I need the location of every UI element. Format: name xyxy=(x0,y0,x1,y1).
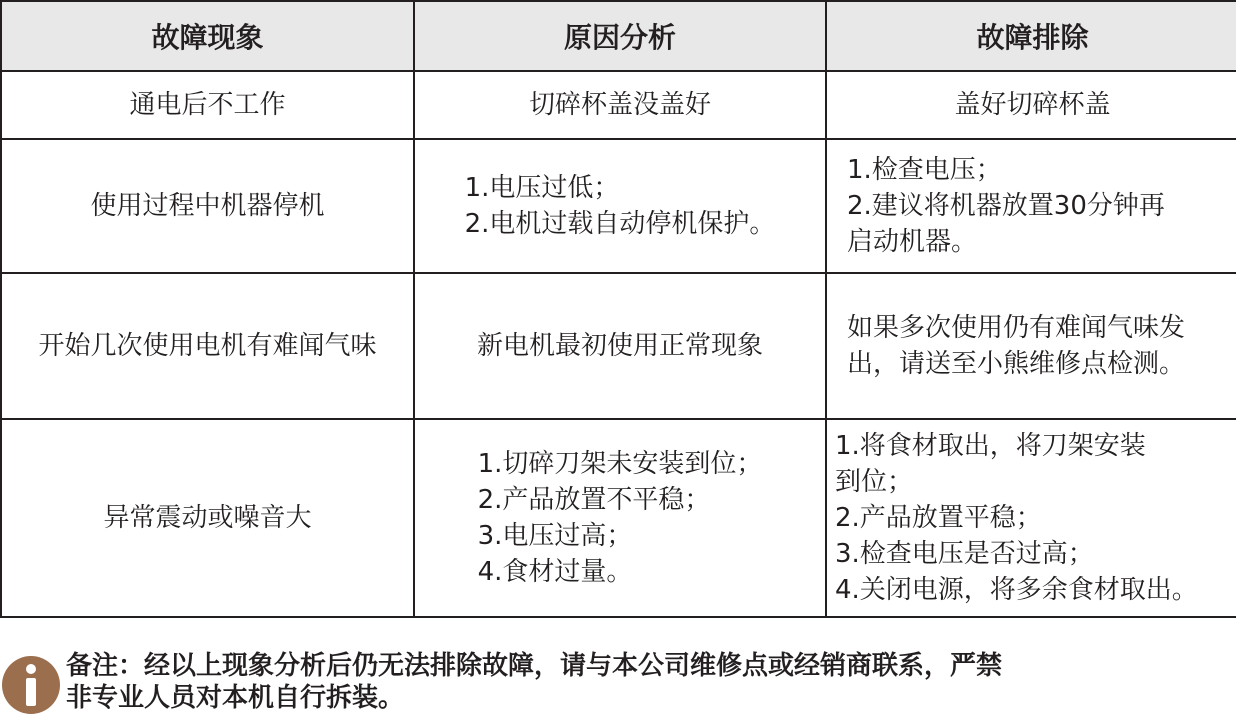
fix-line: 盖好切碎杯盖 xyxy=(954,90,1111,120)
table-header-row xyxy=(1,1,1236,71)
header-cause: 原因分析 xyxy=(414,1,826,71)
symptom-cell: 开始几次使用电机有难闻气味 xyxy=(1,273,414,419)
fix-line: 2.产品放置平稳； xyxy=(835,503,1042,533)
fix-cell xyxy=(826,139,1236,273)
note-section xyxy=(0,648,1236,717)
cause-line: 2.电机过载自动停机保护。 xyxy=(464,209,776,239)
fix-line: 如果多次使用仍有难闻气味发 xyxy=(847,313,1186,343)
table-row xyxy=(1,419,1236,617)
cause-list xyxy=(465,170,776,242)
fix-cell xyxy=(826,273,1236,419)
cause-line: 切碎杯盖没盖好 xyxy=(528,90,711,120)
fix-line: 出，请送至小熊维修点检测。 xyxy=(847,349,1186,379)
header-symptom: 故障现象 xyxy=(1,1,414,71)
table-row xyxy=(1,139,1236,273)
fix-line: 到位； xyxy=(835,467,914,497)
cause-line: 新电机最初使用正常现象 xyxy=(476,331,763,361)
cause-line: 2.产品放置不平稳； xyxy=(477,485,711,515)
table-row xyxy=(1,71,1236,139)
cause-cell xyxy=(414,419,826,617)
cause-line: 1.切碎刀架未安装到位； xyxy=(477,449,763,479)
fix-cell xyxy=(826,419,1236,617)
cause-line: 4.食材过量。 xyxy=(477,557,633,587)
info-icon-dot xyxy=(26,664,36,674)
fix-line: 1.检查电压； xyxy=(847,155,1002,185)
fix-line: 4.关闭电源，将多余食材取出。 xyxy=(835,575,1198,605)
table-row xyxy=(1,273,1236,419)
symptom-cell: 使用过程中机器停机 xyxy=(1,139,414,273)
note-text xyxy=(66,650,1186,714)
fix-line: 启动机器。 xyxy=(847,227,978,257)
cause-cell xyxy=(414,273,826,419)
info-icon xyxy=(2,656,60,714)
fix-line: 2.建议将机器放置30分钟再 xyxy=(847,191,1165,221)
symptom-cell: 异常震动或噪音大 xyxy=(1,419,414,617)
fix-line: 1.将食材取出，将刀架安装 xyxy=(835,431,1146,461)
fix-line: 3.检查电压是否过高； xyxy=(835,539,1094,569)
info-icon-bar xyxy=(26,678,36,706)
cause-cell xyxy=(414,71,826,139)
cause-list xyxy=(478,446,763,590)
cause-cell xyxy=(414,139,826,273)
cause-line: 1.电压过低； xyxy=(464,173,620,203)
note-line: 非专业人员对本机自行拆装。 xyxy=(66,683,405,713)
symptom-cell: 通电后不工作 xyxy=(1,71,414,139)
header-fix: 故障排除 xyxy=(826,1,1236,71)
cause-line: 3.电压过高； xyxy=(477,521,633,551)
fix-cell xyxy=(826,71,1236,139)
note-line: 备注：经以上现象分析后仍无法排除故障，请与本公司维修点或经销商联系，严禁 xyxy=(66,651,1003,681)
